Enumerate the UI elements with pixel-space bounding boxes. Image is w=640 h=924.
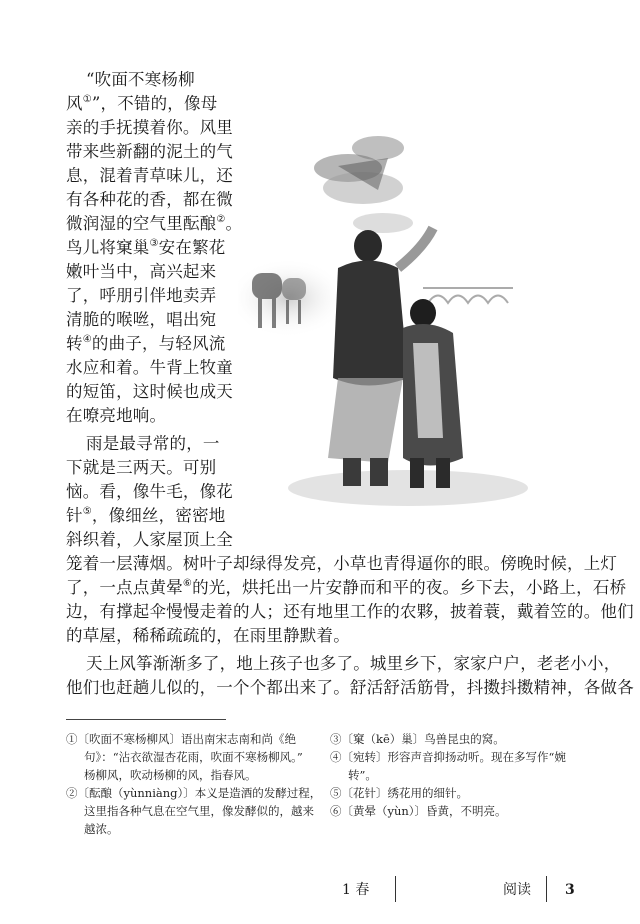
para2-line-7: 了，一点点黄晕⑥的光，烘托出一片安静而和平的夜。乡下去，小路上，石桥	[66, 577, 627, 597]
para2-line-1: 雨是最寻常的，一	[86, 434, 220, 453]
footnote-mark[interactable]: ③	[149, 237, 159, 249]
para1-line-8: 鸟儿将窠巢③安在繁花	[66, 237, 226, 257]
footnote-mark[interactable]: ②	[216, 213, 226, 225]
para2-line-3: 恼。看，像牛毛，像花	[66, 482, 233, 501]
footnote-1-line-1: ①〔吹面不寒杨柳风〕语出南宋志南和尚《绝	[66, 732, 296, 746]
footnote-2-line-1: ②〔酝酿（yùnniàng）〕本义是造酒的发酵过程，	[66, 786, 322, 800]
para1-line-3: 亲的手抚摸着你。风里	[66, 118, 233, 137]
page-number: 3	[565, 882, 575, 898]
footnote-5: ⑤〔花针〕绣花用的细针。	[330, 786, 468, 800]
para1-line-13: 水应和着。牛背上牧童	[66, 358, 233, 377]
footer-section: 阅读	[503, 882, 531, 898]
footnote-divider	[66, 719, 226, 720]
footnote-4-line-1: ④〔宛转〕形容声音抑扬动听。现在多写作“婉	[330, 750, 566, 764]
para1-line-2: 风①”，不错的，像母	[66, 93, 218, 113]
footnote-mark[interactable]: ⑤	[82, 505, 92, 517]
footnote-6: ⑥〔黄晕（yùn）〕昏黄，不明亮。	[330, 804, 507, 818]
para1-line-7: 微润湿的空气里酝酿②。	[66, 213, 243, 233]
para2-line-5: 斜织着，人家屋顶上全	[66, 530, 233, 549]
para2-line-2: 下就是三两天。可别	[66, 458, 217, 477]
para1-line-4: 带来些新翻的泥土的气	[66, 142, 233, 161]
para1-line-6: 有各种花的香，都在微	[66, 190, 233, 209]
para2-line-9: 的草屋，稀稀疏疏的，在雨里静默着。	[66, 626, 350, 645]
para2-line-6: 笼着一层薄烟。树叶子却绿得发亮，小草也青得逼你的眼。傍晚时候，上灯	[66, 554, 618, 573]
ink-wash-illustration	[238, 128, 538, 510]
para1-line-5: 息，混着青草味儿，还	[66, 166, 233, 185]
para1-line-12: 转④的曲子，与轻风流	[66, 333, 226, 353]
para1-line-11: 清脆的喉咝，唱出宛	[66, 310, 217, 329]
footnote-mark[interactable]: ①	[82, 93, 92, 105]
footnote-1-line-3: 杨柳风，吹动杨柳的风，指春风。	[84, 768, 257, 782]
para1-line-10: 了，呼朋引伴地卖弄	[66, 286, 217, 305]
footnote-4-line-2: 转”。	[348, 768, 377, 782]
footer-divider-right	[546, 876, 547, 902]
stone-bridge	[423, 288, 513, 303]
footnote-1-line-2: 句》：“沾衣欲湿杏花雨，吹面不寒杨柳风。”	[84, 750, 303, 764]
para2-line-4: 针⑤，像细丝，密密地	[66, 505, 226, 525]
para1-line-14: 的短笛，这时候也成天	[66, 382, 233, 401]
child-figure	[403, 299, 463, 488]
para2-line-8: 边，有撑起伞慢慢走着的人；还有地里工作的农夥，披着蓑，戴着笠的。他们	[66, 602, 634, 621]
footer-divider-left	[395, 876, 396, 902]
para1-line-15: 在嘹亮地响。	[66, 406, 167, 425]
footnote-mark[interactable]: ⑥	[182, 577, 193, 589]
para3-line-1: 天上风筝渐渐多了，地上孩子也多了。城里乡下，家家户户，老老小小，	[86, 654, 621, 673]
footnote-2-line-2: 这里指各种气息在空气里，像发酵似的，越来	[84, 804, 314, 818]
kite	[314, 136, 413, 233]
footer-chapter: 1 春	[342, 882, 370, 898]
footnote-mark[interactable]: ④	[82, 333, 92, 345]
para1-line-1: “吹面不寒杨柳	[86, 70, 195, 89]
para1-line-9: 嫩叶当中，高兴起来	[66, 262, 217, 281]
footnote-2-line-3: 越浓。	[84, 822, 119, 836]
para3-line-2: 他们也赶趟儿似的，一个个都出来了。舒活舒活筋骨，抖擞抖擞精神，各做各	[66, 678, 634, 697]
footnote-3: ③〔窠（kē）巢〕鸟兽昆虫的窝。	[330, 732, 505, 746]
